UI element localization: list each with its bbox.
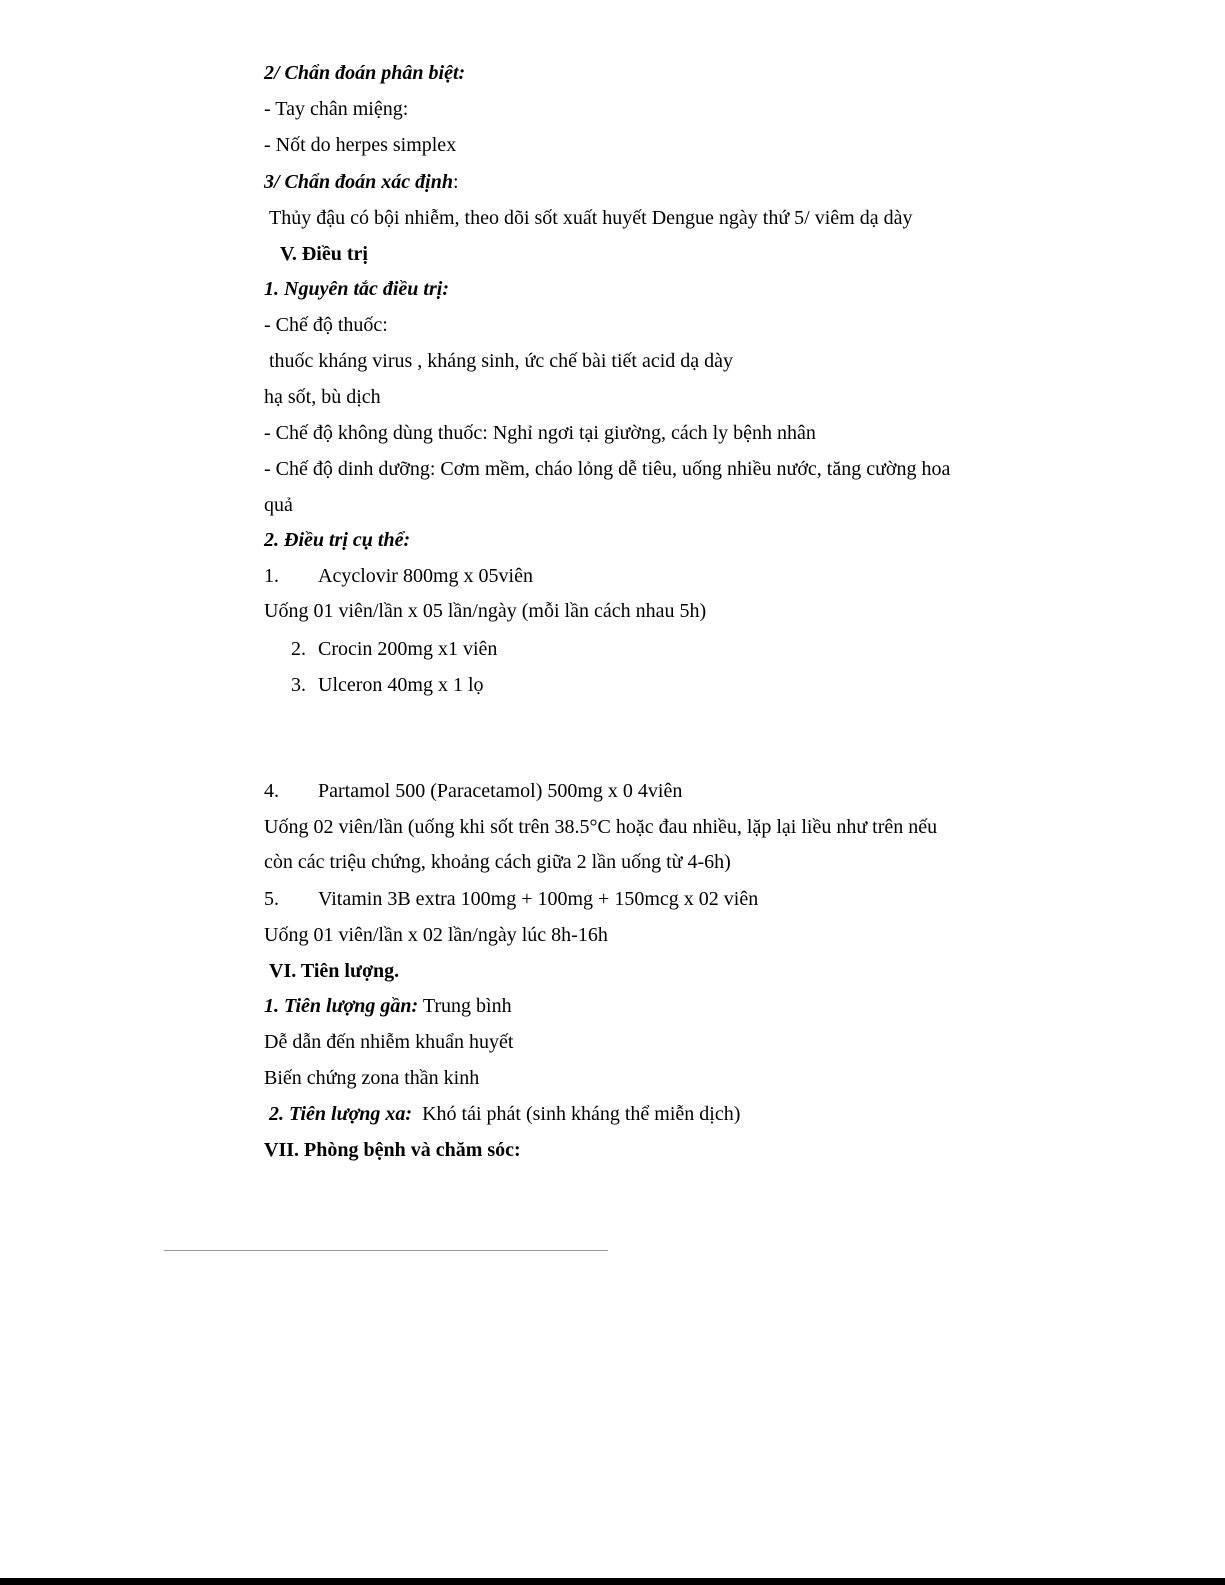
confirmed-diagnosis-colon: : <box>452 171 459 193</box>
prognosis-far <box>269 1102 740 1126</box>
prescription-item-2 <box>291 637 497 661</box>
prescription-number: 3. <box>291 674 306 696</box>
prescription-drug: Partamol 500 (Paracetamol) 500mg x 0 4viên <box>318 780 683 802</box>
section-heading-differential-diagnosis: 2/ Chẩn đoán phân biệt: <box>264 62 466 84</box>
prescription-item-3 <box>291 673 484 697</box>
prescription-drug: Vitamin 3B extra 100mg + 100mg + 150mcg x 02 viên <box>318 888 759 910</box>
prognosis-near-value: Trung bình <box>418 995 512 1017</box>
subheading-specific-treatment: 2. Điều trị cụ thể: <box>264 529 411 551</box>
prescription-item-4 <box>264 779 682 803</box>
prescription-item-1 <box>264 564 533 588</box>
prescription-number: 4. <box>264 780 279 802</box>
prognosis-far-value: Khó tái phát (sinh kháng thể miễn dịch) <box>412 1103 741 1125</box>
prognosis-near-item-1: Dễ dẫn đến nhiễm khuẩn huyết <box>264 1031 514 1053</box>
subheading-treatment-principles: 1. Nguyên tắc điều trị: <box>264 278 449 300</box>
differential-item-herpes: - Nốt do herpes simplex <box>264 134 457 156</box>
prescription-number: 5. <box>264 888 279 910</box>
confirmed-diagnosis-text: Thủy đậu có bội nhiễm, theo dõi sốt xuất huyết Dengue ngày thứ 5/ viêm dạ dày <box>269 207 913 229</box>
prescription-drug: Crocin 200mg x1 viên <box>318 638 498 660</box>
differential-item-hand-foot-mouth: - Tay chân miệng: <box>264 98 409 120</box>
prescription-dosage-4-line-2: còn các triệu chứng, khoảng cách giữa 2 lần uống từ 4-6h) <box>264 851 731 873</box>
prescription-drug: Ulceron 40mg x 1 lọ <box>318 674 484 696</box>
nutrition-regime-line-2: quả <box>264 494 293 516</box>
nutrition-regime-line-1: - Chế độ dinh dưỡng: Cơm mềm, cháo lỏng dễ tiêu, uống nhiều nước, tăng cường hoa <box>264 458 951 480</box>
prescription-number: 2. <box>291 638 306 660</box>
page-bottom-border <box>0 1578 1225 1585</box>
prescription-dosage-5: Uống 01 viên/lần x 02 lần/ngày lúc 8h-16h <box>264 924 608 946</box>
drug-regime-line-2: hạ sốt, bù dịch <box>264 386 381 408</box>
prescription-dosage-1: Uống 01 viên/lần x 05 lần/ngày (mỗi lần cách nhau 5h) <box>264 600 707 622</box>
prescription-dosage-4-line-1: Uống 02 viên/lần (uống khi sốt trên 38.5°C hoặc đau nhiều, lặp lại liều như trên nếu <box>264 816 938 838</box>
prognosis-near <box>264 994 512 1018</box>
section-heading-prevention-care: VII. Phòng bệnh và chăm sóc: <box>264 1139 521 1161</box>
prognosis-near-item-2: Biến chứng zona thần kinh <box>264 1067 480 1089</box>
section-heading-treatment: V. Điều trị <box>280 243 368 265</box>
prescription-drug: Acyclovir 800mg x 05viên <box>318 565 533 587</box>
footnote-separator <box>164 1250 608 1251</box>
prognosis-near-label: 1. Tiên lượng gần: <box>264 995 419 1017</box>
prescription-number: 1. <box>264 565 279 587</box>
non-drug-regime: - Chế độ không dùng thuốc: Nghỉ ngơi tại giường, cách ly bệnh nhân <box>264 422 816 444</box>
prescription-item-5 <box>264 887 758 911</box>
section-heading-confirmed-diagnosis <box>264 170 459 194</box>
confirmed-diagnosis-title: 3/ Chẩn đoán xác định <box>264 171 453 193</box>
prognosis-far-label: 2. Tiên lượng xa: <box>269 1103 413 1125</box>
drug-regime-label: - Chế độ thuốc: <box>264 314 388 336</box>
section-heading-prognosis: VI. Tiên lượng. <box>269 960 400 982</box>
drug-regime-line-1: thuốc kháng virus , kháng sinh, ức chế bài tiết acid dạ dày <box>269 350 734 372</box>
